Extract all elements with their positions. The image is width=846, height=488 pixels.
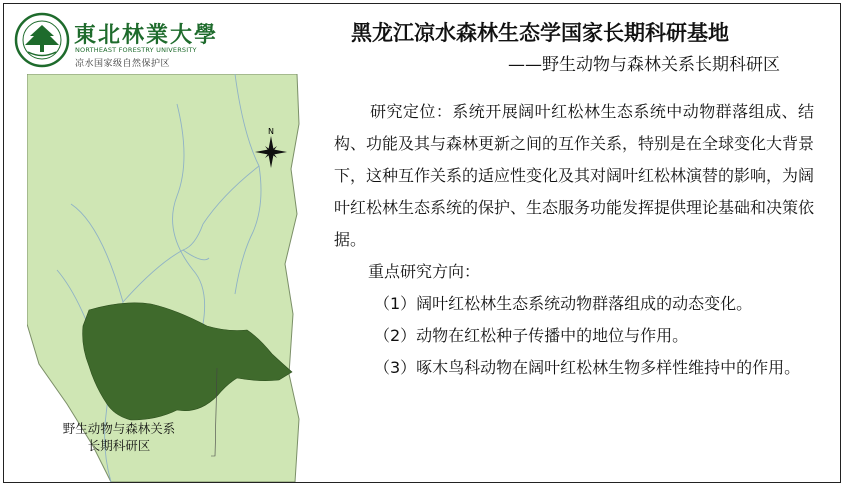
university-logo	[14, 10, 219, 70]
page-subtitle: ——野生动物与森林关系长期科研区	[508, 55, 780, 75]
reserve-name: 凉水国家级自然保护区	[75, 59, 171, 69]
map-zone-label-line-1: 野生动物与森林关系	[62, 421, 176, 436]
research-positioning: 研究定位：系统开展阔叶红松林生态系统中动物群落组成、结构、功能及其与森林更新之间的互作关系，特别是在全球变化大背景下，这种互作关系的适应性变化及其对阔叶红松林演替的影响，为阔叶红松林生态系统的保护、生态服务功能发挥提供理论基础和决策依据。	[334, 102, 815, 249]
university-english-name: NORTHEAST FORESTRY UNIVERSITY	[75, 46, 197, 54]
university-seal-icon	[14, 12, 70, 68]
key-directions-heading: 重点研究方向：	[368, 262, 481, 281]
page-title: 黑龙江凉水森林生态学国家长期科研基地	[351, 21, 729, 45]
direction-item: （3）啄木鸟科动物在阔叶红松林生物多样性维持中的作用。	[374, 358, 801, 377]
university-name: 東北林業大學	[74, 22, 219, 48]
map-zone-label	[50, 420, 188, 454]
compass-north-label: N	[268, 127, 274, 136]
content-text	[334, 96, 814, 384]
map-zone-label-line-2: 长期科研区	[87, 438, 151, 453]
direction-item: （2）动物在红松种子传播中的地位与作用。	[374, 326, 689, 345]
direction-item: （1）阔叶红松林生态系统动物群落组成的动态变化。	[374, 294, 753, 313]
